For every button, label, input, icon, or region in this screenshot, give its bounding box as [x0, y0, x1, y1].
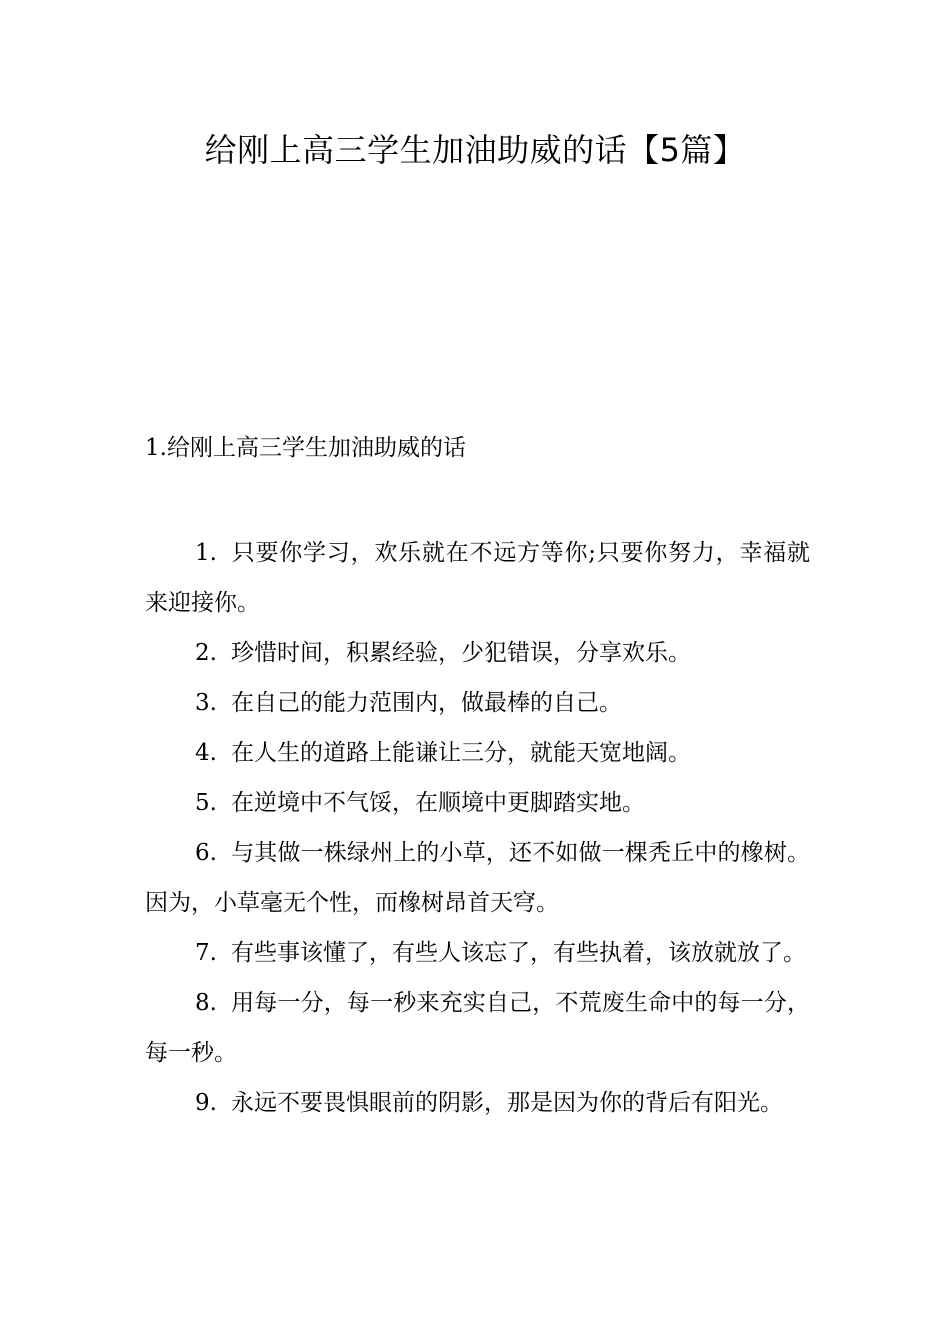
list-item	[145, 728, 810, 778]
list-item	[145, 828, 810, 928]
item-text: 用每一分，每一秒来充实自己，不荒废生命中的每一分，每一秒。	[145, 990, 810, 1066]
section-heading: 1.给刚上高三学生加油助威的话	[145, 435, 466, 461]
list-item	[145, 678, 810, 728]
item-number: 2.	[195, 640, 217, 666]
item-text: 珍惜时间，积累经验，少犯错误，分享欢乐。	[230, 640, 691, 666]
list-item	[145, 778, 810, 828]
list-item	[145, 628, 810, 678]
list-item	[145, 528, 810, 628]
encouragement-list	[145, 528, 810, 1128]
item-number: 8.	[195, 990, 217, 1016]
item-text: 在人生的道路上能谦让三分，就能天宽地阔。	[230, 740, 691, 766]
item-number: 5.	[195, 790, 217, 816]
item-number: 6.	[195, 840, 217, 866]
item-text: 与其做一株绿州上的小草，还不如做一棵秃丘中的橡树。因为，小草毫无个性，而橡树昂首天穹。	[145, 840, 810, 916]
item-number: 9.	[195, 1090, 217, 1116]
page-title: 给刚上高三学生加油助威的话【5篇】	[204, 131, 746, 169]
item-number: 7.	[195, 940, 217, 966]
item-text: 有些事该懂了，有些人该忘了，有些执着，该放就放了。	[230, 940, 806, 966]
item-number: 3.	[195, 690, 217, 716]
list-item	[145, 978, 810, 1078]
list-item	[145, 928, 810, 978]
item-text: 在自己的能力范围内，做最棒的自己。	[230, 690, 622, 716]
item-number: 4.	[195, 740, 217, 766]
item-text: 在逆境中不气馁，在顺境中更脚踏实地。	[230, 790, 645, 816]
list-item	[145, 1078, 810, 1128]
item-number: 1.	[195, 540, 217, 566]
item-text: 只要你学习，欢乐就在不远方等你;只要你努力，幸福就来迎接你。	[145, 540, 810, 616]
item-text: 永远不要畏惧眼前的阴影，那是因为你的背后有阳光。	[230, 1090, 783, 1116]
